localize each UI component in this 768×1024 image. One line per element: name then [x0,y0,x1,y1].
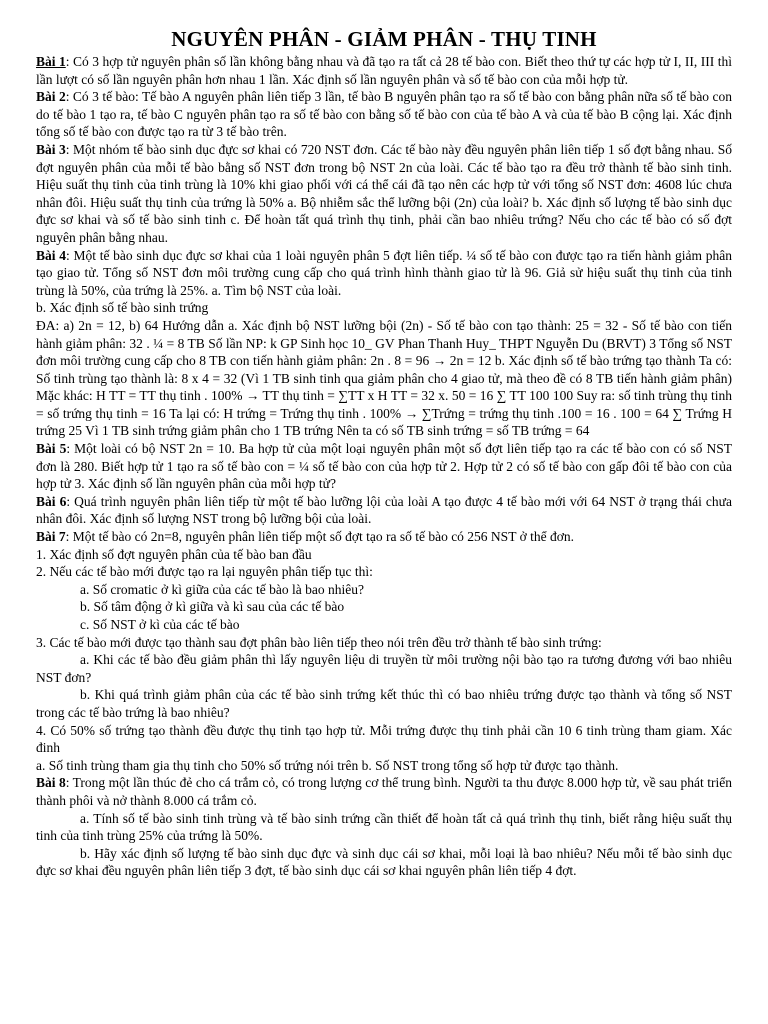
exercise-7-question-2a: a. Số cromatic ở kì giữa của các tế bào là bao nhiêu? [80,581,364,597]
exercise-7-text: : Một tế bào có 2n=8, nguyên phân liên tiếp một số đợt tạo ra số tế bào có 256 NST ở thể đơn. [65,529,574,545]
exercise-8-text: : Trong một lần thúc đẻ cho cá trắm cỏ, có trong lượng cơ thể trung bình. Người ta thu được 8.000 hợp tử, về sau phát triển thành phôi và nở thành 8.000 cá trắm cỏ. [36,775,732,808]
exercise-7-question-3: 3. Các tế bào mới được tạo thành sau đợt phân bào liên tiếp theo nói trên đều trở thành tế bào sinh trứng: [36,634,602,650]
exercise-4 [36,247,732,300]
exercise-2-text: : Có 3 tế bào: Tế bào A nguyên phân liên tiếp 3 lần, tế bào B nguyên phân tạo ra số tế bào con bằng phân nữa số tế bào con do tế bào 1 tạo ra, tế bào C nguyên phân tạo ra số tế bào con bằng số tế bào con của tế bào A và của tế bào B cộng lại. Xác định tổng số tế bào con được tạo ra từ 3 tế bào trên. [36,89,733,140]
exercise-8-question-b: b. Hãy xác định số lượng tế bào sinh dục đực và sinh dục cái sơ khai, mỗi loại là bao nhiêu? Nếu mỗi tế bào sinh dục đực sơ khai đều nguyên phân liên tiếp 3 đợt, tế bào sinh dục cái sơ khai nguyên phân liên tiếp 4 đợt. [36,845,732,879]
exercise-3-text: : Một nhóm tế bào sinh dục đực sơ khai có 720 NST đơn. Các tế bào này đều nguyên phân liên tiếp 1 số đợt bằng nhau. Số đợt nguyên phân của mỗi tế bào bằng số NST đơn trong bộ NST 2n của loài. Các tế bào tạo ra đều trở thành tế bào sinh tinh. Hiệu suất thụ tinh của tinh trùng là 10% khi giao phối với cá thể cái đã tạo nên các hợp tử với tổng số NST đơn: 4608 lúc chưa nhân đôi. Hiệu suất thụ tinh của trứng là 50% a. Bộ nhiễm sắc thể lưỡng bội (2n) của loài? b. Xác định số lượng tế bào sinh dục đực sơ khai và số tế bào sinh tinh c. Để hoàn tất quá trình thụ tinh, phải cần bao nhiêu trứng? Nếu cho các tế bào có số đợt nguyên phân bằng nhau. [36,141,732,245]
exercise-5 [36,440,732,493]
exercise-5-text: : Một loài có bộ NST 2n = 10. Ba hợp tử của một loại nguyên phân một số đợt liên tiếp tạo ra các tế bào con có số NST đơn là 280. Biết hợp tử 1 tạo ra số tế bào con = ¼ số tế bào con của hợp tử 2. Hợp tử 2 có số tế bào con gấp đôi tế bào con của hợp tử 3. Xác định số lần nguyên phân của mỗi hợp tử? [36,441,732,492]
exercise-7-question-4: 4. Có 50% số trứng tạo thành đều được thụ tinh tạo hợp tử. Mỗi trứng được thụ tinh phải cần 10 6 tinh trùng tham giam. Xác đinh [36,722,732,756]
exercise-6-text: : Quá trình nguyên phân liên tiếp từ một tế bào lưỡng lội của loài A tạo được 4 tế bào mới với 64 NST ở trạng thái chưa nhân đôi. Xác định số lượng NST trong bộ lưỡng bội của loài. [36,493,732,527]
exercise-1-text: : Có 3 hợp tử nguyên phân số lần không bằng nhau và đã tạo ra tất cả 28 tế bào con. Biết theo thứ tự các hợp tử I, II, III thì lần lượt có số lần nguyên phân hơn nhau 1 lần. Xác định số lần nguyên phân và số tế bào con của mỗi hợp tử. [36,54,732,87]
exercise-2 [36,88,732,141]
exercise-4-answer: ĐA: a) 2n = 12, b) 64 Hướng dẫn a. Xác định bộ NST lưỡng bội (2n) - Số tế bào con tạo thành: 25 = 32 - Số tế bào con tiến hành giảm phân: 32 . ¼ = 8 TB Số lần NP: k GP Sinh học 10_ GV Phan Thanh Huy_ THPT Nguyễn Du (BRVT) 3 Tổng số NST đơn môi trường cung cấp cho 8 TB con tiến hành giảm phân: 2n . 8 = 96 → 2n = 12 b. Xác định số tế bào trứng tạo thành Ta có: Số tinh trùng tạo thành là: 8 x 4 = 32 (Vì 1 TB sinh tinh qua giảm phân cho 4 giao tử, mà theo đề có 8 TB tiến hành giảm phân) Mặc khác: H TT = TT thụ tinh . 100% → TT thụ tinh = ∑TT x H TT = 32 x. 50 = 16 ∑ TT 100 100 Suy ra: số tinh trùng thụ tinh = số trứng thụ tinh = 16 Ta lại có: H trứng = Trứng thụ tinh . 100% → ∑Trứng = trứng thụ tinh .100 = 16 . 100 = 64 ∑ Trứng H trứng 25 Vì 1 TB sinh trứng giảm phân cho 1 TB trứng Nên ta có số TB sinh trứng = số TB trứng = 64 [36,317,732,439]
exercise-8-label: Bài 8 [36,775,66,791]
exercise-2-label: Bài 2 [36,89,66,105]
exercise-7-question-2c: c. Số NST ở kì của các tế bào [80,617,240,632]
exercise-4-part-b: b. Xác định số tế bào sinh trứng [36,300,209,316]
exercise-8-question-a: a. Tính số tế bào sinh tinh trùng và tế bào sinh trứng cần thiết để hoàn tất cả quá trình thụ tinh, biết rằng hiệu suất thụ tinh của tinh trùng 25% của trứng là 50%. [36,810,732,844]
exercise-7-question-3a: a. Khi các tế bào đều giảm phân thì lấy nguyên liệu di truyền từ môi trường nội bào tạo ra tương đương với bao nhiêu NST đơn? [36,652,732,685]
exercise-3 [36,141,732,247]
exercise-7-label: Bài 7 [36,529,66,545]
exercise-5-label: Bài 5 [36,441,67,457]
exercise-1-label: Bài 1 [36,54,66,69]
exercise-7-question-2b: b. Số tâm động ở kì giữa và kì sau của các tế bào [80,599,345,615]
exercise-7-question-2: 2. Nếu các tế bào mới được tạo ra lại nguyên phân tiếp tục thì: [36,564,373,580]
exercise-7-question-1: 1. Xác định số đợt nguyên phân của tế bào ban đầu [36,546,312,562]
exercise-6 [36,493,732,528]
exercise-4-label: Bài 4 [36,247,66,263]
exercise-6-label: Bài 6 [36,493,67,509]
page-title: NGUYÊN PHÂN - GIẢM PHÂN - THỤ TINH [171,27,597,51]
exercise-8 [36,774,732,809]
exercise-3-label: Bài 3 [36,141,66,157]
exercise-4-text: : Một tế bào sinh dục đực sơ khai của 1 loài nguyên phân 5 đợt liên tiếp. ¼ số tế bào con được tạo ra tiến hành giảm phân tạo giao tử. Tổng số NST đơn môi trường cung cấp cho quá trình hình thành giao tử là 96. Giả sử hiệu suất thụ tinh của tinh trùng là 50%, của trứng là 25%. a. Tìm bộ NST của loài. [36,247,732,298]
exercise-7-question-4ab: a. Số tinh trùng tham gia thụ tinh cho 50% số trứng nói trên b. Số NST trong tổng số hợp tử được tạo thành. [36,757,619,773]
exercise-1 [36,53,732,88]
exercise-7-question-3b: b. Khi quá trình giảm phân của các tế bào sinh trứng kết thúc thì có bao nhiêu trứng được tạo thành và tổng số NST trong các tế bào trứng là bao nhiêu? [36,687,732,720]
exercise-7 [36,528,732,546]
